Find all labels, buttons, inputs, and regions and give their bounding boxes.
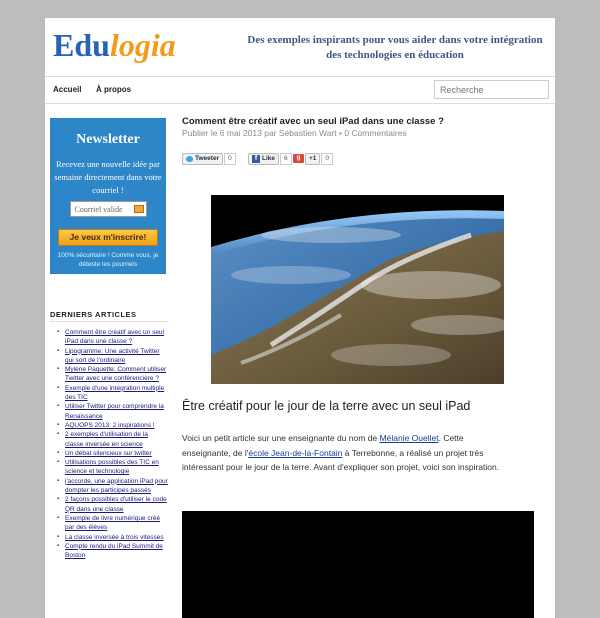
list-item[interactable]: ▪ Exemple d'une intégration multiple des TIC — [50, 384, 168, 403]
newsletter-subscribe-button[interactable]: Je veux m'inscrire! — [58, 229, 158, 246]
google-plus-icon[interactable]: g — [293, 154, 304, 163]
post-meta: Publier le 6 mai 2013 par Sébastien Wart • 0 Commentaires — [182, 128, 407, 138]
list-item[interactable]: ▪ Utiliser Twitter pour comprendre la Renaissance — [50, 402, 168, 421]
list-item[interactable]: ▪ 2 façons possibles d'utiliser le code QR dans une classe — [50, 495, 168, 514]
tweet-count: 0 — [224, 153, 236, 165]
newsletter-email-field[interactable] — [70, 201, 147, 217]
post-paragraph — [182, 431, 507, 475]
list-item[interactable]: ▪ La classe inversée à trois vitesses — [50, 533, 168, 542]
logo-part-logia: logia — [109, 27, 176, 63]
tweet-share — [182, 152, 236, 165]
post-title[interactable]: Comment être créatif avec un seul iPad dans une classe ? — [182, 116, 444, 127]
tweet-label: Tweeter — [195, 154, 220, 162]
twitter-icon — [186, 156, 193, 162]
earth-illustration — [211, 195, 504, 384]
envelope-icon — [134, 205, 144, 213]
list-item[interactable]: ▪ AQUOPS 2013: 2 inspirations ! — [50, 421, 168, 430]
search-input[interactable] — [434, 80, 549, 99]
list-item[interactable]: ▪ Utilisations possibles des TIC en science et technologie — [50, 458, 168, 477]
link-ecole-jean-de-la-fontain[interactable]: école Jean-de-la-Fontain — [248, 447, 343, 458]
newsletter-box — [50, 118, 166, 274]
gplus-share — [293, 152, 333, 165]
nav-item-accueil[interactable]: Accueil — [53, 85, 82, 94]
like-button[interactable] — [248, 153, 279, 165]
video-embed[interactable] — [182, 511, 534, 618]
site-logo[interactable] — [53, 27, 176, 64]
main-nav — [45, 76, 555, 104]
para-text-2: . Cette enseignante, de l' — [182, 433, 464, 458]
para-text-3: à Terrebonne, a réalisé un projet très intéressant pour le jour de la terre. Avant d'expliquer son projet, voici son inspiration. — [182, 447, 500, 472]
post-heading: Être créatif pour le jour de la terre avec un seul iPad — [182, 399, 471, 413]
tagline-line-2: des technologies en éducation — [326, 49, 464, 61]
list-item[interactable]: ▪ Mylène Paquette: Comment utiliser Twitter avec une conférencière ? — [50, 365, 168, 384]
list-item[interactable]: ▪ Un débat silencieux sur twitter — [50, 449, 168, 458]
list-item[interactable]: ▪ Lipogramme: Une activité Twitter qui sort de l'ordinaire — [50, 347, 168, 366]
gplus-button[interactable]: +1 — [305, 153, 320, 165]
list-item[interactable]: ▪ 2 exemples d'utilisation de la classe inversée en science — [50, 430, 168, 449]
tagline-line-1: Des exemples inspirants pour vous aider dans votre intégration — [247, 34, 543, 46]
sidebar-title: DERNIERS ARTICLES — [50, 310, 137, 319]
facebook-icon: f — [252, 155, 260, 163]
site-header — [45, 18, 555, 76]
para-text-1: Voici un petit article sur une enseignante du nom de — [182, 433, 380, 443]
list-item[interactable]: ▪ Comment être créatif avec un seul iPad dans une classe ? — [50, 328, 168, 347]
like-label: Like — [262, 154, 276, 162]
list-item[interactable]: ▪ Exemple de livre numérique créé par des élèves — [50, 514, 168, 533]
tweet-button[interactable] — [182, 153, 223, 165]
gplus-count: 0 — [321, 153, 333, 165]
like-count: 6 — [280, 153, 292, 165]
newsletter-text: Recevez une nouvelle idée par semaine directement dans votre courriel ! — [54, 159, 162, 195]
earth-from-space-image — [211, 195, 504, 384]
newsletter-secure-note: 100% sécuritaire ! Comme vous, je déteste les pourriels — [57, 252, 159, 268]
list-item[interactable]: ▪ Compte rendu du iPad Summit de Boston — [50, 542, 168, 561]
nav-item-a-propos[interactable]: À propos — [96, 85, 132, 94]
newsletter-title: Newsletter — [76, 132, 140, 147]
list-item[interactable]: ▪ j'accorde, une application iPad pour dompter les participes passés — [50, 477, 168, 496]
sidebar-divider — [50, 321, 168, 322]
site-tagline — [240, 33, 550, 63]
recent-articles-list — [50, 328, 168, 560]
newsletter-email-placeholder: Courriel valide — [74, 205, 123, 214]
page — [45, 18, 555, 618]
facebook-share — [248, 152, 292, 165]
link-melanie-ouellet[interactable]: Mélanie Ouellet — [379, 433, 439, 443]
logo-part-edu: Edu — [53, 27, 110, 63]
